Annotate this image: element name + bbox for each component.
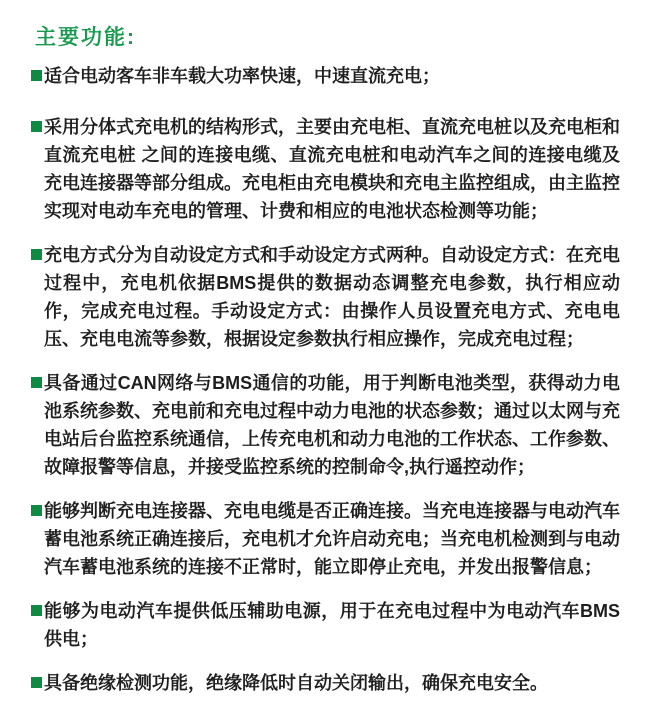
bullet-square-icon <box>31 677 42 688</box>
feature-text: 充电方式分为自动设定方式和手动设定方式两种。自动设定方式：在充电过程中，充电机依据BMS提供的数据动态调整充电参数，执行相应动作，完成充电过程。手动设定方式：由操作人员设置充电方式、充电电压、充电电流等参数，根据设定参数执行相应操作，完成充电过程； <box>44 245 620 349</box>
feature-list <box>31 62 620 697</box>
bullet-square-icon <box>31 249 42 260</box>
bullet-square-icon <box>31 70 42 81</box>
page-title: 主要功能: <box>35 26 136 49</box>
feature-text: 具备绝缘检测功能，绝缘降低时自动关闭输出，确保充电安全。 <box>44 673 548 693</box>
feature-text: 采用分体式充电机的结构形式，主要由充电柜、直流充电桩以及充电柜和直流充电桩 之间的连接电缆、直流充电桩和电动汽车之间的连接电缆及充电连接器等部分组成。充电柜由充电模块和充电主监控组成，由主监控实现对电动车充电的管理、计费和相应的电池状态检测等功能； <box>44 117 620 221</box>
feature-item <box>31 62 620 90</box>
feature-text: 具备通过CAN网络与BMS通信的功能，用于判断电池类型，获得动力电池系统参数、充电前和充电过程中动力电池的状态参数；通过以太网与充电站后台监控系统通信，上传充电机和动力电池的工作状态、工作参数、故障报警等信息，并接受监控系统的控制命令,执行遥控动作； <box>44 373 620 477</box>
feature-item <box>31 597 620 653</box>
feature-item <box>31 669 620 697</box>
feature-text: 能够判断充电连接器、充电电缆是否正确连接。当充电连接器与电动汽车蓄电池系统正确连接后，充电机才允许启动充电；当充电机检测到与电动汽车蓄电池系统的连接不正常时，能立即停止充电，并发出报警信息； <box>44 501 620 577</box>
feature-text: 能够为电动汽车提供低压辅助电源，用于在充电过程中为电动汽车BMS供电； <box>44 601 620 649</box>
bullet-square-icon <box>31 605 42 616</box>
feature-item <box>31 113 620 225</box>
feature-item <box>31 241 620 353</box>
bullet-square-icon <box>31 505 42 516</box>
feature-item <box>31 369 620 481</box>
feature-text: 适合电动客车非车载大功率快速，中速直流充电； <box>44 66 440 86</box>
bullet-square-icon <box>31 377 42 388</box>
feature-item <box>31 497 620 581</box>
bullet-square-icon <box>31 121 42 132</box>
